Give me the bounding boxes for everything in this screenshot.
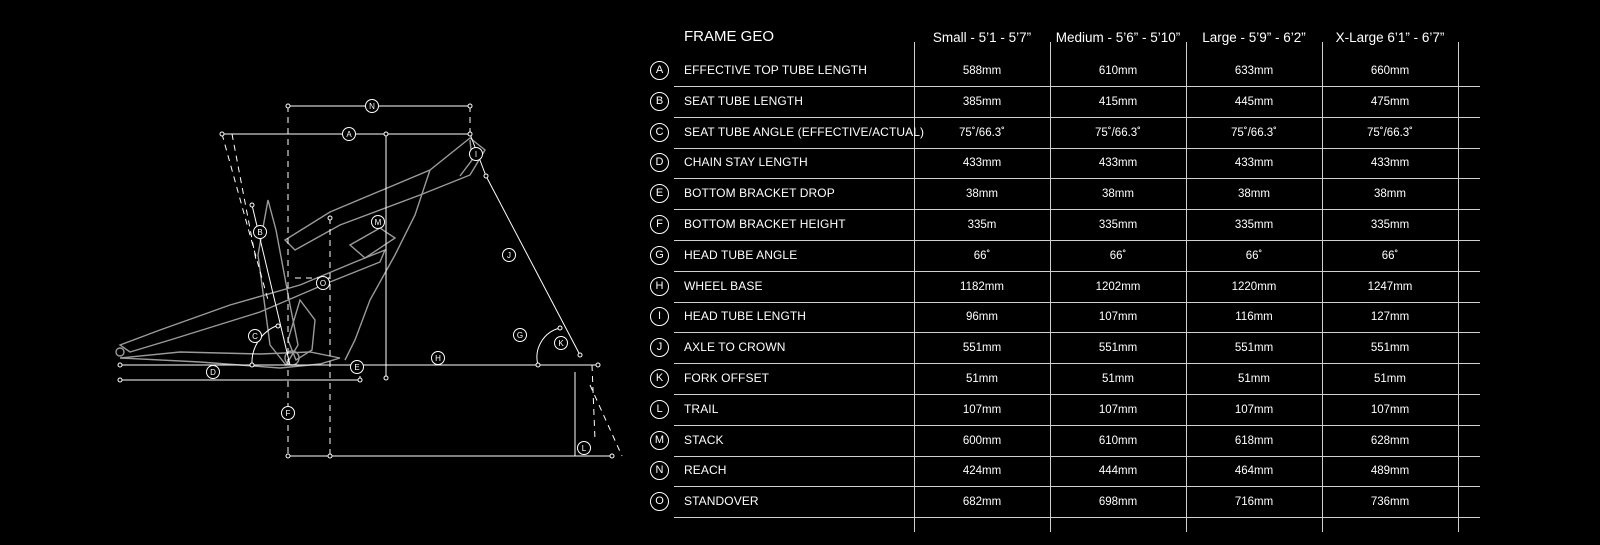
cell-value: 433mm [1370,157,1410,170]
column-header-large: Large - 5’9” - 6’2” [1202,30,1306,45]
dimension-markers [207,100,591,455]
dimension-marker-g [514,329,527,342]
row-letter-badge: J [650,338,669,357]
marker-letter: J [507,251,511,260]
dimension-marker-c [249,330,262,343]
marker-letter: C [252,332,258,341]
cell-value: 75˚/66.3˚ [1366,126,1414,139]
frame-geometry-diagram [0,0,640,545]
cell-value: 127mm [1370,311,1410,324]
cell-value: 75˚/66.3˚ [958,126,1006,139]
row-letter-badge: C [650,123,669,142]
cell-value: 335m [967,219,997,231]
marker-letter: G [516,331,524,340]
row-letter-badge: I [650,307,669,326]
cell-value: 66˚ [1381,249,1399,262]
table-row [650,333,1480,364]
cell-value: 424mm [962,465,1002,478]
cell-value: 335mm [1098,219,1138,231]
cell-value: 75˚/66.3˚ [1094,126,1142,139]
marker-letter: O [319,279,327,288]
cell-value: 385mm [962,95,1002,108]
dimension-marker-f [282,407,295,420]
row-label: EFFECTIVE TOP TUBE LENGTH [684,63,867,77]
row-letter-badge: N [650,461,669,480]
cell-value: 588mm [962,65,1002,77]
cell-value: 96mm [966,311,998,324]
marker-letter: A [346,130,352,139]
cell-value: 551mm [1370,342,1410,355]
cell-value: 75˚/66.3˚ [1230,126,1278,139]
marker-letter: F [285,409,291,418]
marker-letter: N [369,102,375,111]
cell-value: 38mm [1374,188,1406,201]
table-row [650,56,1480,87]
marker-letter: B [257,228,263,237]
dimension-marker-k [555,337,568,350]
cell-value: 682mm [962,496,1002,509]
cell-value: 610mm [1098,434,1138,447]
dimension-marker-d [207,366,220,379]
marker-letter: D [210,368,216,377]
row-letter-badge: F [650,215,669,234]
dimension-marker-e [351,361,364,374]
cell-value: 628mm [1370,434,1410,447]
cell-value: 433mm [962,157,1002,170]
table-row [650,487,1480,518]
cell-value: 38mm [1238,188,1270,201]
dimension-marker-h [432,352,445,365]
cell-value: 38mm [1102,188,1134,201]
table-row [650,87,1480,118]
table-row [650,118,1480,149]
table-title: FRAME GEO [684,28,775,45]
cell-value: 610mm [1098,65,1138,77]
row-letter-badge: M [650,431,669,450]
dimension-marker-o [317,277,330,290]
column-header-medium: Medium - 5’6” - 5’10” [1055,30,1181,45]
cell-value: 66˚ [1245,249,1263,262]
cell-value: 107mm [1098,403,1138,416]
cell-value: 464mm [1234,465,1274,478]
cell-value: 633mm [1234,65,1274,77]
cell-value: 51mm [1374,373,1406,385]
row-label: REACH [684,463,727,478]
dimension-marker-j [503,249,516,262]
row-label: TRAIL [684,401,719,416]
row-label: AXLE TO CROWN [684,340,786,355]
dimension-endpoints [118,104,614,458]
row-label: STANDOVER [684,494,759,509]
row-label: CHAIN STAY LENGTH [684,155,808,170]
table-row [650,210,1480,241]
cell-value: 1220mm [1231,280,1277,293]
dashed-guides [222,106,622,456]
cell-value: 107mm [1370,403,1410,416]
row-letter-badge: B [650,92,669,111]
row-letter-badge: E [650,184,669,203]
cell-value: 66˚ [1109,249,1127,262]
table-row [650,272,1480,303]
cell-value: 618mm [1234,434,1274,447]
dimension-marker-m [372,216,385,229]
cell-value: 698mm [1098,496,1138,509]
table-row [650,395,1480,426]
row-letter-badge: O [650,492,669,511]
cell-value: 107mm [962,403,1002,416]
dimension-marker-l [578,442,591,455]
marker-letter: E [354,363,360,372]
cell-value: 51mm [1238,373,1270,385]
table-row [650,179,1480,210]
marker-letter: K [558,339,564,348]
dimension-marker-a [343,128,356,141]
cell-value: 38mm [966,188,998,201]
row-label: WHEEL BASE [684,278,763,293]
table-row [650,241,1480,272]
cell-value: 107mm [1234,403,1274,416]
table-row [650,426,1480,457]
table-row [650,302,1480,333]
marker-letter: M [374,218,382,227]
table-row [650,364,1480,395]
cell-value: 433mm [1098,157,1138,170]
row-letter-badge: K [650,369,669,388]
cell-value: 551mm [1098,342,1138,355]
cell-value: 551mm [962,342,1002,355]
cell-value: 551mm [1234,342,1274,355]
cell-value: 107mm [1098,311,1138,324]
row-label: BOTTOM BRACKET DROP [684,186,835,201]
row-label: HEAD TUBE LENGTH [684,309,807,324]
row-letter-badge: L [650,400,669,419]
bike-frame-outline [116,138,485,368]
row-label: SEAT TUBE ANGLE (EFFECTIVE/ACTUAL) [684,124,925,139]
cell-value: 1202mm [1095,280,1141,293]
marker-letter: H [435,354,441,363]
row-letter-badge: A [650,61,669,80]
cell-value: 1182mm [960,280,1004,293]
marker-letter: I [474,150,478,159]
cell-value: 335mm [1234,219,1274,231]
column-header-small: Small - 5’1 - 5’7” [932,30,1032,45]
table-row [650,148,1480,179]
row-letter-badge: D [650,153,669,172]
row-label: HEAD TUBE ANGLE [684,247,798,262]
row-rule [674,517,1480,518]
cell-value: 66˚ [973,249,991,262]
dimension-lines [120,106,612,456]
dimension-marker-i [470,148,483,161]
row-letter-badge: H [650,277,669,296]
table-row [650,456,1480,487]
cell-value: 415mm [1098,95,1138,108]
row-label: STACK [684,432,724,447]
row-letter-badge: G [650,246,669,265]
cell-value: 116mm [1235,311,1273,324]
marker-letter: L [581,444,587,453]
cell-value: 736mm [1370,496,1410,509]
column-header-xlarge: X-Large 6’1” - 6’7” [1335,30,1445,45]
cell-value: 335mm [1370,219,1410,231]
cell-value: 1247mm [1367,280,1413,293]
cell-value: 475mm [1370,95,1410,108]
cell-value: 660mm [1370,65,1410,77]
cell-value: 444mm [1098,465,1138,478]
cell-value: 445mm [1234,95,1274,108]
cell-value: 600mm [962,434,1002,447]
dimension-marker-b [254,226,267,239]
cell-value: 433mm [1234,157,1274,170]
dimension-marker-n [366,100,379,113]
row-label: BOTTOM BRACKET HEIGHT [684,217,846,231]
cell-value: 489mm [1370,465,1410,478]
cell-value: 51mm [966,373,998,385]
cell-value: 51mm [1102,373,1134,385]
cell-value: 716mm [1234,496,1274,509]
row-label: SEAT TUBE LENGTH [684,93,803,108]
row-label: FORK OFFSET [684,371,770,385]
